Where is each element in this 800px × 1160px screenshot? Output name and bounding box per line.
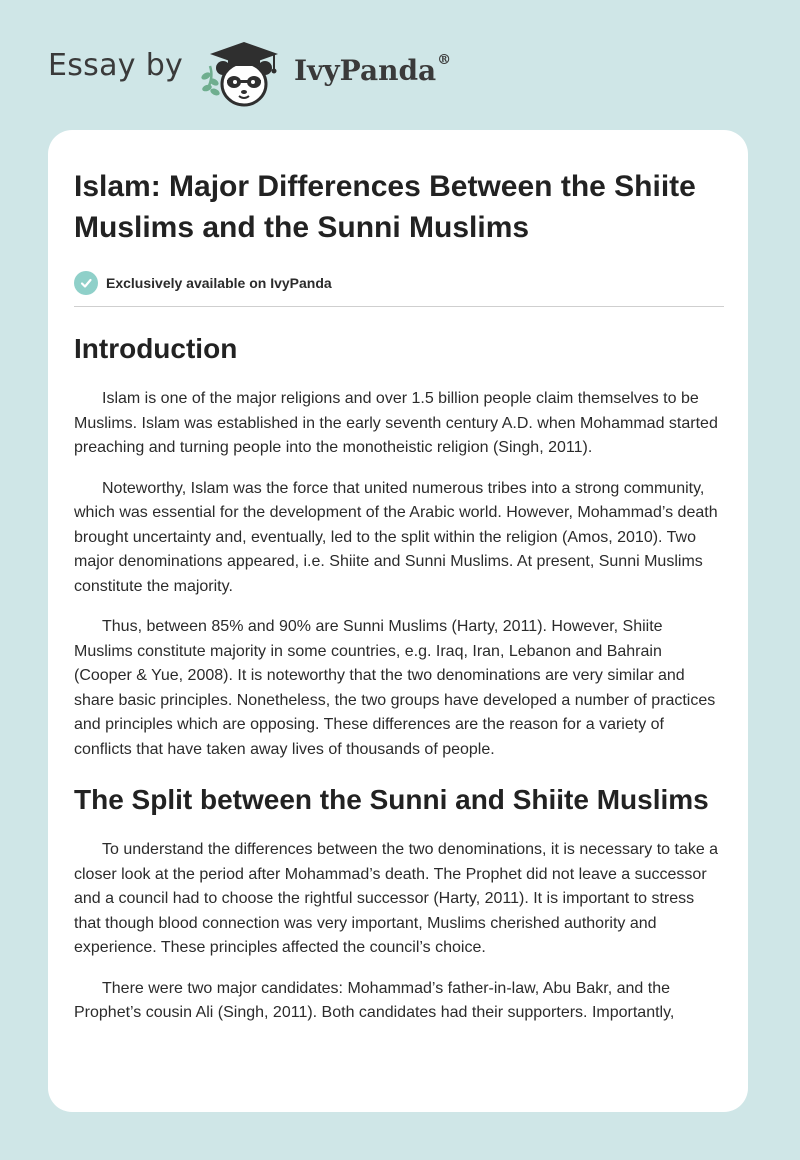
check-icon <box>74 271 98 295</box>
brand-name[interactable] <box>294 54 451 87</box>
paragraph: Thus, between 85% and 90% are Sunni Muslims (Harty, 2011). However, Shiite Muslims constitute majority in some countries, e.g. Iraq, Iran, Lebanon and Bahrain (Cooper & Yue, 2008). It is noteworthy that the two denominations are very similar and share basic principles. Nonetheless, the two groups have developed a number of practices and principles which are opposing. These differences are the reason for a variety of conflicts that have taken away lives of thousands of people. <box>74 618 716 758</box>
essay-by-label: Essay by <box>48 48 184 83</box>
badge-label: Exclusively available on IvyPanda <box>106 275 332 291</box>
paragraph: Islam is one of the major religions and over 1.5 billion people claim themselves to be Muslims. Islam was established in the early seventh century A.D. when Mohammad started preaching and turning people into the monotheistic religion (Singh, 2011). <box>74 390 718 456</box>
registered-mark: ® <box>437 52 452 68</box>
site-header <box>0 0 800 130</box>
essay-card <box>48 130 748 1112</box>
paragraph: There were two major candidates: Mohammad’s father-in-law, Abu Bakr, and the Prophet’s cousin Ali (Singh, 2011). Both candidates had their supporters. Importantly, <box>74 979 675 1021</box>
essay-title: Islam: Major Differences Between the Shiite Muslims and the Sunni Muslims <box>74 170 696 244</box>
title-divider <box>74 306 724 307</box>
exclusive-badge <box>74 270 724 296</box>
paragraph: Noteworthy, Islam was the force that united numerous tribes into a strong community, which was essential for the development of the Arabic world. However, Mohammad’s death brought uncertainty and, eventually, led to the split within the religion (Amos, 2010). Two major denominations appeared, i.e. Shiite and Sunni Muslims. At present, Sunni Muslims constitute the majority. <box>74 479 718 595</box>
brand-name-text: IvyPanda <box>294 54 437 87</box>
paragraph: To understand the differences between the two denominations, it is necessary to take a closer look at the period after Mohammad’s death. The Prophet did not leave a successor and a council had to choose the rightful successor (Harty, 2011). It is important to stress that though blood connection was very important, Muslims cherished authority and experience. These principles affected the council’s choice. <box>74 841 719 956</box>
panda-graduation-icon[interactable] <box>198 36 288 110</box>
section-heading-split: The Split between the Sunni and Shiite Muslims <box>74 784 709 815</box>
essay-content <box>74 166 724 1026</box>
section-heading-introduction: Introduction <box>74 333 238 364</box>
